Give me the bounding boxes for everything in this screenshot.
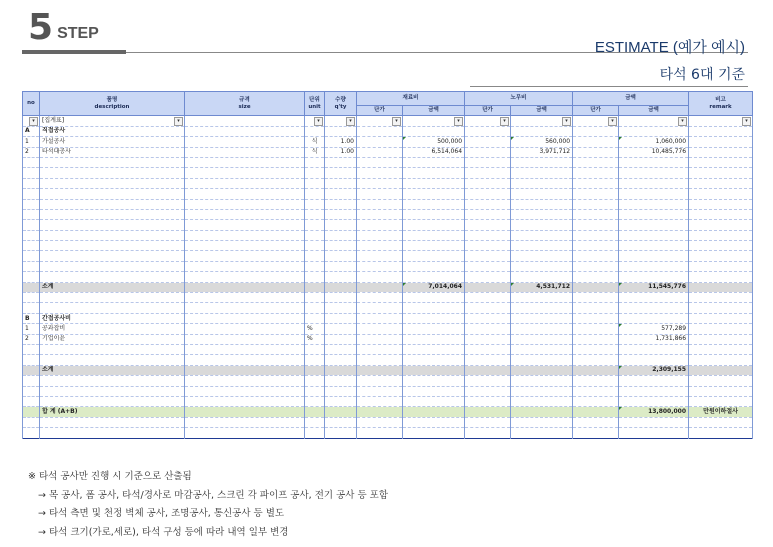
header-unit: 단위 unit bbox=[305, 92, 325, 116]
note-line: → 타석 측면 및 천정 벽체 공사, 조명공사, 통신공사 등 별도 bbox=[38, 508, 285, 519]
step-underline bbox=[22, 50, 126, 54]
filter-cell-mat-unit[interactable] bbox=[357, 116, 403, 126]
note-line: ※ 타석 공사만 진행 시 기준으로 산출됨 bbox=[28, 471, 192, 482]
step-word: STEP bbox=[57, 25, 99, 42]
filter-cell-lab-amt[interactable] bbox=[511, 116, 573, 126]
section-b-row: B 간접공사비 bbox=[23, 313, 753, 323]
header-amount-unit-price: 단가 bbox=[573, 106, 619, 116]
note-line: → 타석 크기(가로,세로), 타석 구성 등에 따라 내역 일부 변경 bbox=[38, 526, 289, 538]
sub-title: 타석 6대 기준 bbox=[659, 67, 745, 83]
header-amount: 금액 bbox=[573, 92, 689, 106]
filter-cell-no[interactable] bbox=[23, 116, 40, 126]
header-labor-price: 금액 bbox=[511, 106, 573, 116]
table-row[interactable]: 2 타석대공사 식 1.00 6,514,064 3,971,712 10,485,776 bbox=[23, 147, 753, 157]
chevron-down-icon[interactable]: ▾ bbox=[500, 117, 509, 126]
filter-cell-lab-unit[interactable] bbox=[465, 116, 511, 126]
header-no: no bbox=[23, 92, 40, 116]
filter-row bbox=[23, 116, 753, 126]
section-a-row: A 직접공사 bbox=[23, 126, 753, 136]
note-line: → 목 공사, 폼 공사, 타석/경사로 마감공사, 스크린 각 파이프 공사, 전기 공사 등 포함 bbox=[38, 489, 389, 501]
table-row[interactable]: 1 가설공사 식 1.00 500,000 560,000 1,060,000 bbox=[23, 137, 753, 147]
header-material: 재료비 bbox=[357, 92, 465, 106]
header-qty: 수량 q'ty bbox=[325, 92, 357, 116]
total-row: 합 계 (A+B) 13,800,000 만원이하절사 bbox=[23, 407, 753, 417]
filter-cell-mat-amt[interactable] bbox=[403, 116, 465, 126]
step-heading bbox=[28, 7, 99, 48]
step-number: 5 bbox=[28, 7, 54, 48]
header-material-unit-price: 단가 bbox=[357, 106, 403, 116]
header-remark: 비고 remark bbox=[689, 92, 753, 116]
chevron-down-icon[interactable]: ▾ bbox=[562, 117, 571, 126]
header-description: 품명 description bbox=[40, 92, 185, 116]
filter-cell-qty[interactable] bbox=[325, 116, 357, 126]
table-row[interactable]: 2 기업이윤 % 1,731,866 bbox=[23, 334, 753, 344]
estimate-title: ESTIMATE (예가 예시) bbox=[594, 39, 745, 56]
filter-cell-amt-amt[interactable] bbox=[619, 116, 689, 126]
chevron-down-icon[interactable]: ▾ bbox=[174, 117, 183, 126]
filter-cell-amt-unit[interactable] bbox=[573, 116, 619, 126]
sub-title-divider bbox=[470, 86, 748, 87]
chevron-down-icon[interactable]: ▾ bbox=[454, 117, 463, 126]
filter-cell-description[interactable]: [집계표] ▾ bbox=[40, 116, 185, 126]
subtotal-a-row: 소계 7,014,064 4,531,712 11,545,776 bbox=[23, 282, 753, 292]
subtotal-b-row: 소계 2,309,155 bbox=[23, 365, 753, 375]
header-size: 규격 size bbox=[185, 92, 305, 116]
filter-cell-unit[interactable] bbox=[305, 116, 325, 126]
chevron-down-icon[interactable]: ▾ bbox=[678, 117, 687, 126]
filter-cell-remark[interactable] bbox=[689, 116, 753, 126]
chevron-down-icon[interactable]: ▾ bbox=[742, 117, 751, 126]
chevron-down-icon[interactable]: ▾ bbox=[29, 117, 38, 126]
chevron-down-icon[interactable]: ▾ bbox=[314, 117, 323, 126]
filter-cell-size bbox=[185, 116, 305, 126]
table-row[interactable]: 1 공과잡비 % 577,289 bbox=[23, 324, 753, 334]
notes bbox=[28, 468, 388, 542]
header-material-price: 금액 bbox=[403, 106, 465, 116]
chevron-down-icon[interactable]: ▾ bbox=[392, 117, 401, 126]
header-labor: 노무비 bbox=[465, 92, 573, 106]
header-amount-price: 금액 bbox=[619, 106, 689, 116]
chevron-down-icon[interactable]: ▾ bbox=[346, 117, 355, 126]
chevron-down-icon[interactable]: ▾ bbox=[608, 117, 617, 126]
header-labor-unit-price: 단가 bbox=[465, 106, 511, 116]
estimate-table bbox=[22, 91, 753, 439]
